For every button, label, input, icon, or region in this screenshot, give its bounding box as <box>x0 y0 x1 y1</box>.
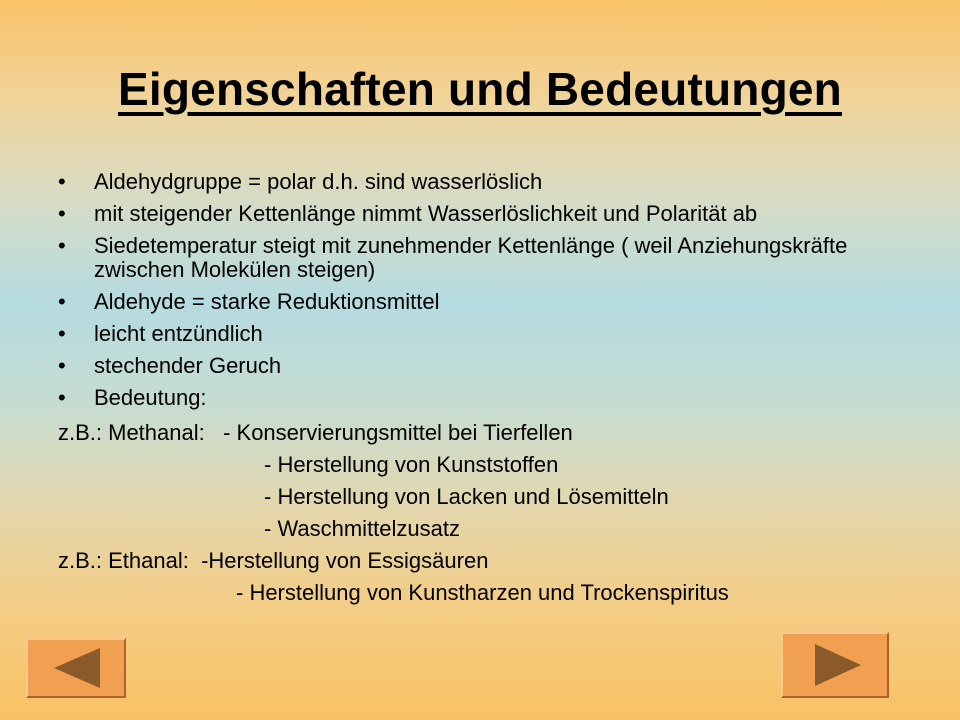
bullet-list <box>58 170 918 418</box>
next-slide-button[interactable] <box>781 632 889 698</box>
bullet-item <box>58 170 918 194</box>
previous-slide-button[interactable] <box>26 638 126 698</box>
bullet-item <box>58 386 918 410</box>
example-methanal-item: - Herstellung von Lacken und Lösemitteln <box>264 484 669 509</box>
bullet-text: Aldehydgruppe = polar d.h. sind wasserlöslich <box>94 169 543 194</box>
bullet-item <box>58 202 918 226</box>
slide-title: Eigenschaften und Bedeutungen <box>118 63 842 115</box>
bullet-item <box>58 354 918 378</box>
bullet-text: leicht entzündlich <box>94 321 263 346</box>
bullet-text: stechender Geruch <box>94 353 282 378</box>
example-methanal-item: - Herstellung von Kunststoffen <box>264 452 559 477</box>
example-methanal-lead: z.B.: Methanal: - Konservierungsmittel bei Tierfellen <box>58 420 573 445</box>
example-methanal-item: - Waschmittelzusatz <box>264 516 461 541</box>
bullet-marker: • <box>58 289 66 314</box>
bullet-marker: • <box>58 169 66 194</box>
bullet-text: mit steigender Kettenlänge nimmt Wasserlöslichkeit und Polarität ab <box>94 201 758 226</box>
bullet-text: Aldehyde = starke Reduktionsmittel <box>94 289 440 314</box>
triangle-left-icon <box>28 640 124 696</box>
bullet-marker: • <box>58 233 66 258</box>
bullet-item <box>58 290 918 314</box>
bullet-text: Siedetemperatur steigt mit zunehmender Kettenlänge ( weil Anziehungskräfte zwischen Molekülen steigen) <box>94 233 848 282</box>
bullet-marker: • <box>58 321 66 346</box>
example-ethanal-lead: z.B.: Ethanal: -Herstellung von Essigsäuren <box>58 548 489 573</box>
bullet-item <box>58 234 864 282</box>
bullet-marker: • <box>58 353 66 378</box>
bullet-marker: • <box>58 201 66 226</box>
example-ethanal-item: - Herstellung von Kunstharzen und Trockenspiritus <box>236 580 729 605</box>
bullet-text: Bedeutung: <box>94 385 207 410</box>
bullet-item <box>58 322 918 346</box>
bullet-marker: • <box>58 385 66 410</box>
triangle-right-icon <box>783 634 887 696</box>
